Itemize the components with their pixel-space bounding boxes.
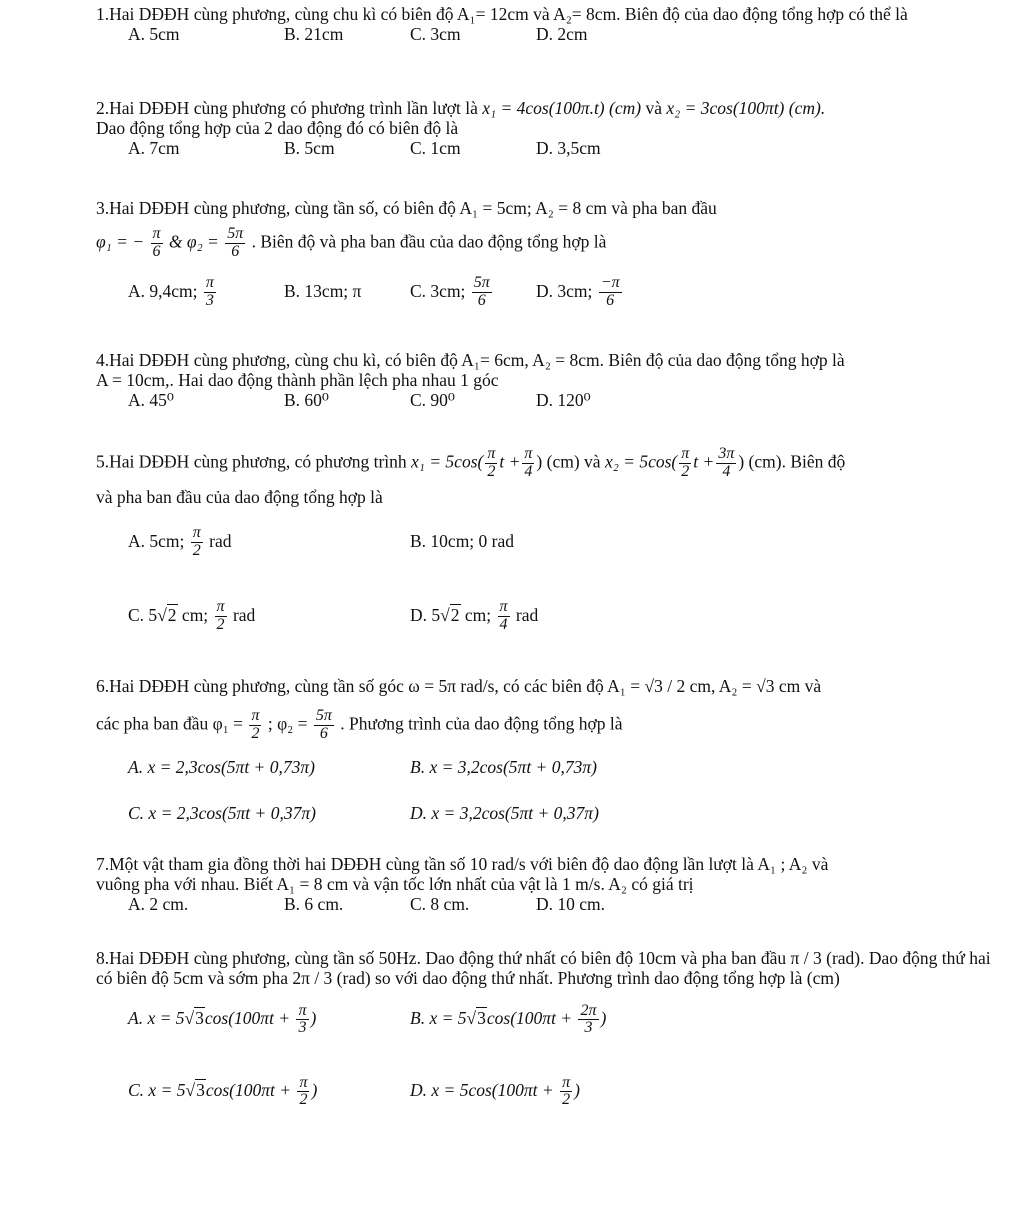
- q2-eq2: x₂ = 3cos(100πt) (cm).: [666, 98, 826, 118]
- question-2-text: 2.Hai DĐĐH cùng phương có phương trình lần lượt là x₁ = 4cos(100π.t) (cm) và x₂ = 3cos(100πt) (cm). Dao động tổng hợp của 2 dao động đó có biên độ là: [96, 98, 826, 138]
- question-1-options: [96, 24, 1000, 46]
- q1-option-c[interactable]: C. 3cm: [410, 24, 461, 44]
- question-4-options: [96, 390, 1000, 412]
- q7-option-c[interactable]: C. 8 cm.: [410, 894, 470, 914]
- q4-option-c[interactable]: C. 90⁰: [410, 390, 455, 410]
- q3-option-d[interactable]: D. 3cm; $\frac{-\pi}{6}$: [536, 274, 620, 310]
- question-7-options: [96, 894, 1000, 916]
- question-8-text: 8.Hai DĐĐH cùng phương, cùng tần số 50Hz. Dao động thứ nhất có biên độ 10cm và pha ban đầu π / 3 (rad). Dao động thứ hai có biên độ 5cm và sớm pha 2π / 3 (rad) so với dao động thứ nhất. Phương trình dao động tổng hợp là (cm): [96, 948, 991, 988]
- q6-option-c[interactable]: C. x = 2,3cos(5πt + 0,37π): [128, 802, 316, 823]
- q2-eq1: x₁ = 4cos(100π.t) (cm): [482, 98, 642, 118]
- q7-option-a[interactable]: A. 2 cm.: [128, 894, 189, 914]
- question-7-text: 7.Một vật tham gia đồng thời hai DĐĐH cùng tần số 10 rad/s với biên độ dao động lần lượt là A₁ ; A₂ và vuông pha với nhau. Biết A₁ = 8 cm và vận tốc lớn nhất của vật là 1 m/s. A₂ có giá trị: [96, 854, 829, 894]
- question-7: [96, 854, 1000, 916]
- q5-option-d[interactable]: D. 5√2 cm; $\frac{\pi}{4}$ rad: [410, 598, 539, 634]
- question-2: [96, 98, 1000, 160]
- q3-option-c[interactable]: C. 3cm; $\frac{5\pi}{6}$: [410, 274, 490, 310]
- question-4-text: 4.Hai DĐĐH cùng phương, cùng chu kì, có biên độ A₁= 6cm, A₂ = 8cm. Biên độ của dao động tổng hợp là A = 10cm,. Hai dao động thành phần lệch pha nhau 1 góc: [96, 350, 845, 390]
- q6-option-d[interactable]: D. x = 3,2cos(5πt + 0,37π): [410, 802, 599, 823]
- q2-option-c[interactable]: C. 1cm: [410, 138, 461, 158]
- question-1: [96, 4, 1000, 46]
- q8-option-a[interactable]: A. x = 5√3cos(100πt + $\frac{\pi}{3}$ ): [128, 1001, 317, 1037]
- question-6-options-row2: [96, 803, 1000, 825]
- q4-option-a[interactable]: A. 45⁰: [128, 390, 174, 410]
- q6-option-b[interactable]: B. x = 3,2cos(5πt + 0,73π): [410, 756, 597, 777]
- q1-option-b[interactable]: B. 21cm: [284, 24, 344, 44]
- question-3-options: [96, 269, 1000, 313]
- question-5: 5.Hai DĐĐH cùng phương, có phương trình x₁ = 5cos( $\frac{\pi}{2}$ t + $\frac{\pi}{4}$ ) (cm) và x₂ = 5cos( $\frac{\pi}{2}$ t + $\frac{3\pi}{4}$ ) (cm). Biên độ và pha ban đầu của dao động tổng hợp là A. 5cm; $\frac{\pi}{2}$ rad B. 10cm; 0 rad C. 5√2 cm; $\frac{\pi}{2}$ rad D. 5√2 cm; $\frac{\pi}{4}$ rad: [96, 446, 1000, 637]
- q8-option-c[interactable]: C. x = 5√3cos(100πt + $\frac{\pi}{2}$ ): [128, 1073, 318, 1109]
- q3-frac-pi-6: $\frac{\pi}{6}$: [152, 225, 161, 260]
- q2-option-b[interactable]: B. 5cm: [284, 138, 335, 158]
- question-4: [96, 350, 1000, 412]
- q3-frac-5pi-6: $\frac{5\pi}{6}$: [227, 225, 244, 260]
- question-6-text: 6.Hai DĐĐH cùng phương, cùng tần số góc ω = 5π rad/s, có các biên độ A₁ = √3 / 2 cm, A₂ = √3 cm và: [96, 676, 822, 696]
- question-2-options: [96, 138, 1000, 160]
- question-3: 3.Hai DĐĐH cùng phương, cùng tần số, có biên độ A₁ = 5cm; A₂ = 8 cm và pha ban đầu φ₁ = − $\frac{\pi}{6}$ & φ₂ = $\frac{5\pi}{6}$ . Biên độ và pha ban đầu của dao động tổng hợp là A. 9,4cm; $\frac{\pi}{3}$ B. 13cm; π C. 3cm; $\frac{5\pi}{6}$ D. 3cm; $\frac{-\pi}{6}$: [96, 198, 1000, 313]
- question-5-options-row2: [96, 593, 1000, 637]
- question-1-text: 1.Hai DĐĐH cùng phương, cùng chu kì có biên độ A₁= 12cm và A₂= 8cm. Biên độ của dao động tổng hợp có thể là: [96, 4, 908, 24]
- q8-option-b[interactable]: B. x = 5√3cos(100πt + $\frac{2\pi}{3}$ ): [410, 1001, 607, 1037]
- q3-option-a[interactable]: A. 9,4cm; $\frac{\pi}{3}$: [128, 274, 214, 310]
- question-5-options-row1: [96, 519, 1000, 563]
- question-3-text: 3.Hai DĐĐH cùng phương, cùng tần số, có biên độ A₁ = 5cm; A₂ = 8 cm và pha ban đầu: [96, 198, 717, 218]
- question-6: 6.Hai DĐĐH cùng phương, cùng tần số góc ω = 5π rad/s, có các biên độ A₁ = √3 / 2 cm, A₂ = √3 cm và các pha ban đầu φ₁ = $\frac{\pi}{2}$ ; φ₂ = $\frac{5\pi}{6}$ . Phương trình của dao động tổng hợp là A. x = 2,3cos(5πt + 0,73π) B. x = 3,2cos(5πt + 0,73π) C. x = 2,3cos(5πt + 0,37π) D. x = 3,2cos(5πt + 0,37π): [96, 676, 1000, 825]
- q3-option-b[interactable]: B. 13cm; π: [284, 280, 362, 301]
- q6-option-a[interactable]: A. x = 2,3cos(5πt + 0,73π): [128, 756, 315, 777]
- question-8-options-row2: [96, 1068, 1000, 1112]
- q2-option-a[interactable]: A. 7cm: [128, 138, 180, 158]
- q5-option-a[interactable]: A. 5cm; $\frac{\pi}{2}$ rad: [128, 524, 232, 560]
- question-5-text: 5.Hai DĐĐH cùng phương, có phương trình x₁ = 5cos( $\frac{\pi}{2}$ t + $\frac{\pi}{4}$ ) (cm) và x₂ = 5cos( $\frac{\pi}{2}$ t + $\frac{3\pi}{4}$ ) (cm). Biên độ: [96, 445, 846, 480]
- q2-option-d[interactable]: D. 3,5cm: [536, 138, 601, 158]
- q8-option-d[interactable]: D. x = 5cos(100πt + $\frac{\pi}{2}$ ): [410, 1073, 580, 1109]
- q5-option-b[interactable]: B. 10cm; 0 rad: [410, 530, 515, 551]
- question-8: [96, 948, 1000, 1112]
- q5-option-c[interactable]: C. 5√2 cm; $\frac{\pi}{2}$ rad: [128, 598, 256, 634]
- q7-option-d[interactable]: D. 10 cm.: [536, 894, 606, 914]
- q1-option-a[interactable]: A. 5cm: [128, 24, 180, 44]
- q4-option-b[interactable]: B. 60⁰: [284, 390, 329, 410]
- q7-option-b[interactable]: B. 6 cm.: [284, 894, 344, 914]
- q4-option-d[interactable]: D. 120⁰: [536, 390, 591, 410]
- question-6-options-row1: [96, 757, 1000, 779]
- question-8-options-row1: [96, 996, 1000, 1040]
- q1-option-d[interactable]: D. 2cm: [536, 24, 588, 44]
